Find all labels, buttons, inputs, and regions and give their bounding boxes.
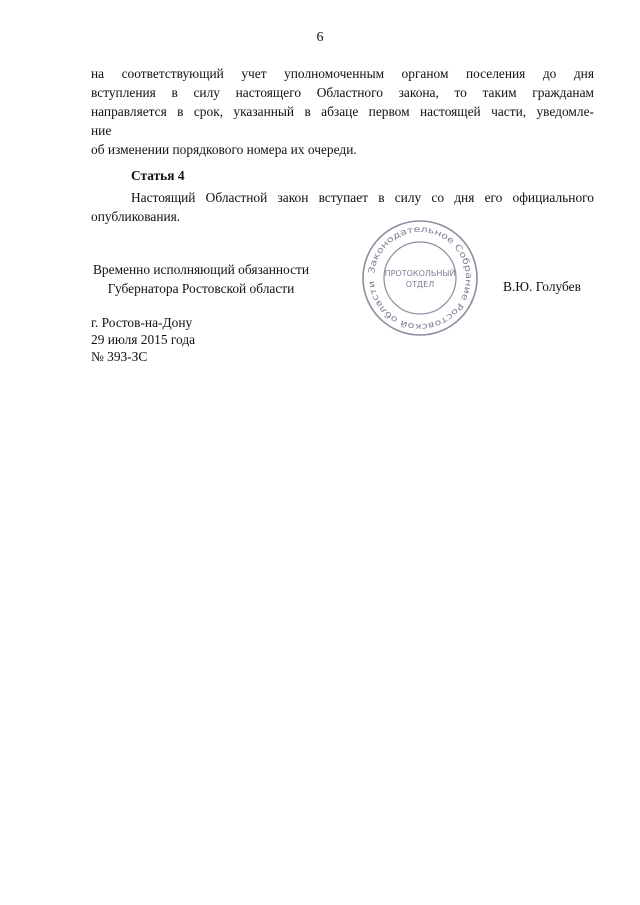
- place-date-block: [91, 314, 195, 365]
- signer-title-line2: Губернатора Ростовской области: [107, 281, 295, 296]
- stamp-outer-ring: [363, 221, 477, 335]
- city: г. Ростов-на-Дону: [91, 315, 193, 330]
- paragraph-line: вступления в силу настоящего Областного закона, то таким гражданам: [91, 85, 594, 100]
- page-number: 6: [316, 30, 324, 45]
- signer-title: [93, 260, 309, 298]
- article-first-line: Настоящий Областной закон вступает в силу со дня его официального: [131, 190, 594, 205]
- paragraph-line: направляется в срок, указанный в абзаце первом настоящей части, уведомле-: [91, 104, 594, 119]
- paragraph-line: ние: [91, 123, 112, 138]
- law-number: № 393-ЗС: [91, 349, 148, 364]
- continuation-paragraph: [91, 64, 594, 159]
- article-body: [91, 188, 594, 226]
- stamp-ring-text: Законодательное Собрание Ростовской области: [367, 224, 474, 332]
- date: 29 июля 2015 года: [91, 332, 196, 347]
- signer-name: В.Ю. Голубев: [503, 279, 581, 294]
- paragraph-line: на соответствующий учет уполномоченным органом поселения до дня: [91, 66, 594, 81]
- article-second-line: опубликования.: [91, 209, 181, 224]
- paragraph-line: об изменении порядкового номера их очереди.: [91, 142, 357, 157]
- official-stamp: [360, 218, 480, 338]
- signer-title-line1: Временно исполняющий обязанности: [93, 262, 310, 277]
- stamp-center-line2: ОТДЕЛ: [405, 280, 435, 289]
- stamp-center-line1: ПРОТОКОЛЬНЫЙ: [384, 269, 456, 278]
- stamp-inner-ring: [384, 242, 456, 314]
- article-heading: Статья 4: [131, 168, 185, 183]
